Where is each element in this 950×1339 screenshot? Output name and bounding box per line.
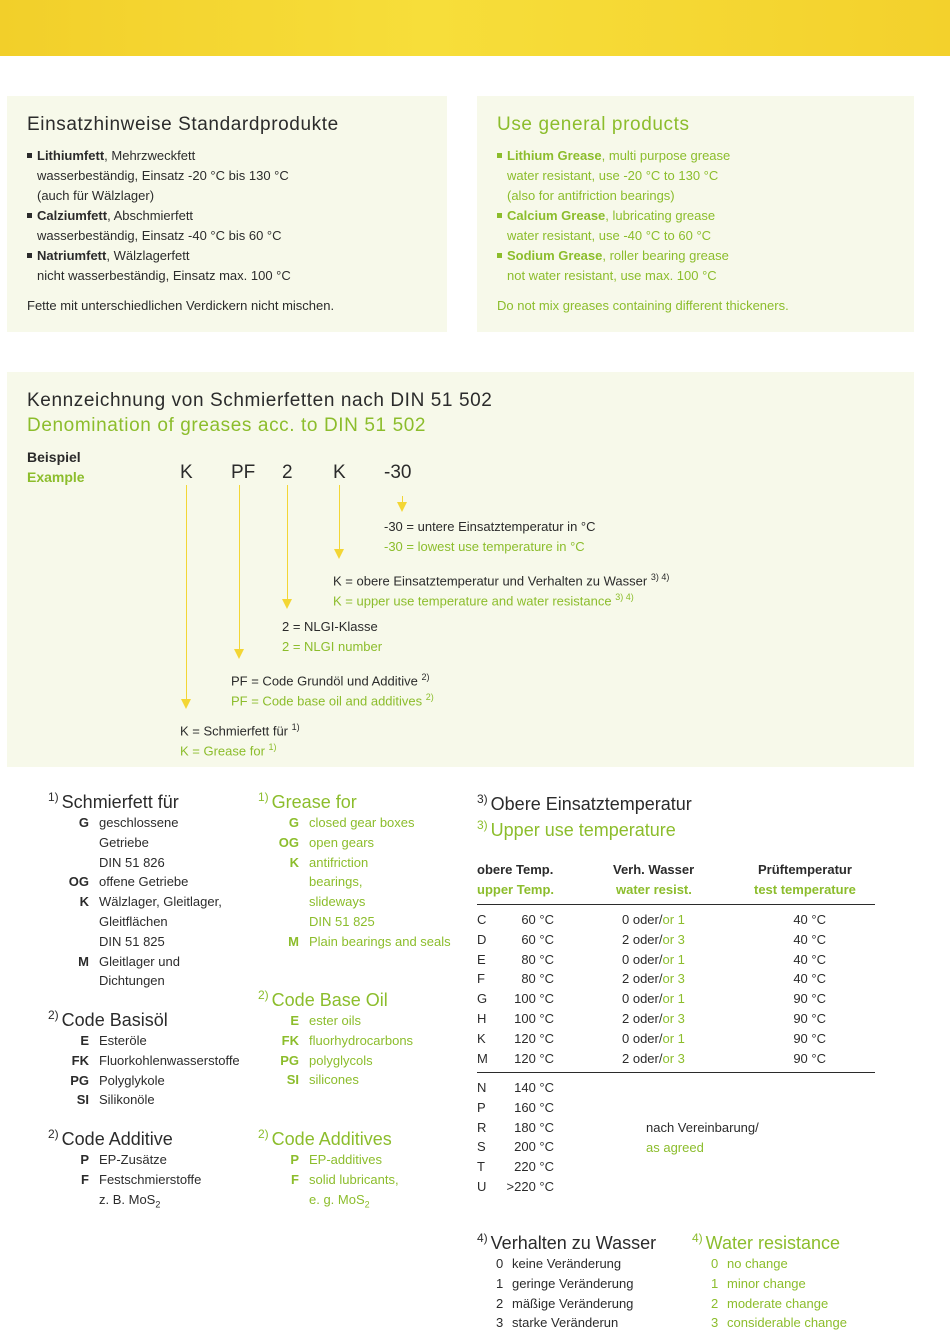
legend-text-main: Gleitlager und [99,953,180,969]
legend-text [99,952,180,972]
temp-row-letter: S [477,1139,486,1155]
upper-title-de: $^{3)}$ Obere Einsatztemperatur [477,792,692,814]
arrow-k-grease-head [181,699,191,709]
water-text: minor change [727,1275,806,1291]
legend-row [259,1070,479,1090]
legend-code: P [80,1152,89,1167]
temp-row-letter: H [477,1011,487,1026]
legend-text [99,872,188,892]
water-num: 3 [496,1315,504,1331]
legend-text-main: Fluorkohlenwasserstoffe [99,1052,240,1068]
legend-text-main: Gleitflächen [99,914,168,929]
legend-text-main: geschlossene [99,815,179,830]
legend-row [49,932,269,952]
water-text: mäßige Veränderung [512,1295,634,1311]
top-color-bar [0,0,950,56]
legend-text [99,853,165,873]
water-text: starke Veränderun [512,1315,619,1331]
legend-row [259,813,479,833]
code-pf: PF [231,462,256,483]
legend-row [49,971,269,991]
usage-item-en-3: Sodium Grease, roller bearing grease [497,246,729,266]
arrow-k-temp-head [334,549,344,559]
legend-text-sub: 2 [364,1199,370,1210]
legend-row [49,833,269,853]
expl-pf-en: PF = Code base oil and additives $^{2)}$ [231,692,434,709]
legend-text [99,833,149,853]
temp-row-temp: 80 °C [521,951,554,967]
legend-code: OG [278,834,299,850]
temp-row-letter: N [477,1080,487,1095]
expl-pf-de: PF = Code Grundöl und Additive $^{2)}$ [231,672,430,689]
usage-item-de-1-line2: wasserbeständig, Einsatz -20 °C bis 130 °C [37,168,289,183]
temp-row-letter: T [477,1159,485,1175]
temp-row-water-en: or 3 [662,971,685,987]
temp-row-test: 40 °C [793,931,826,947]
legend-text [99,1190,160,1215]
arrow-minus30-head [397,502,407,512]
temp-row-letter: D [477,931,487,947]
th-temp-de: obere Temp. [477,862,554,877]
legend-row [49,952,269,972]
legend-text [309,1190,370,1215]
water-text: considerable change [727,1315,847,1331]
code-k-temp: K [333,462,346,483]
temp-row-water-en: or 3 [662,931,685,947]
legend-grease-en-title: $^{1)}$ Grease for [258,790,357,812]
arrow-k-grease [186,485,187,699]
legend-text [309,833,374,853]
water-num: 2 [496,1295,504,1311]
legend-add-en-title: $^{2)}$ Code Additives [258,1127,392,1149]
legend-row [49,1031,269,1051]
legend-row [259,1031,479,1051]
th-water-en: water resist. [616,882,692,897]
legend-text [309,1051,373,1071]
temp-row-temp: 140 °C [514,1080,554,1095]
legend-code: FK [281,1032,299,1048]
temp-row-water [622,950,685,970]
denom-title-de: Kennzeichnung von Schmierfetten nach DIN 51 502 [27,390,493,411]
legend-row [259,932,479,952]
temp-row-water-de: 0 oder/ [622,991,663,1007]
legend-text-main: Festschmierstoffe [99,1171,202,1187]
legend-text-main: EP-Zusätze [99,1152,167,1167]
legend-text [309,892,365,912]
legend-text-sub: 2 [155,1199,161,1210]
legend-text-main: Plain bearings and seals [309,933,451,949]
usage-item-de-3-line2: nicht wasserbeständig, Einsatz max. 100 °C [37,268,291,283]
legend-text-main: Dichtungen [99,973,165,989]
legend-text [99,1090,155,1110]
temp-row-water-en: or 1 [662,912,685,927]
temp-row-temp: 120 °C [514,1030,554,1046]
legend-row [259,853,479,873]
water-text: geringe Veränderung [512,1275,634,1291]
legend-text-main: DIN 51 826 [99,854,165,870]
temp-row-water [622,930,685,950]
expl-2-en: 2 = NLGI number [282,639,383,654]
temp-row-water [622,1049,685,1069]
temp-row-water-en: or 3 [662,1011,685,1026]
temp-row-temp: 220 °C [514,1159,554,1175]
code-minus30: -30 [384,462,412,483]
legend-text-main: open gears [309,834,375,850]
expl-k-grease-en: K = Grease for $^{1)}$ [180,742,277,759]
upper-title-en: $^{3)}$ Upper use temperature [477,818,676,840]
usage-title-en: Use general products [497,114,690,135]
expl-k-temp-en: K = upper use temperature and water resistance $^{3) 4)}$ [333,592,634,609]
example-label-en: Example [27,469,85,485]
temp-row-water-de: 2 oder/ [622,1011,663,1026]
temp-row-letter: K [477,1030,486,1046]
temp-row-water-en: or 1 [662,1030,685,1046]
temp-row-test: 90 °C [793,991,826,1007]
temp-row-temp: 180 °C [514,1119,554,1135]
temp-row-water-de: 2 oder/ [622,931,663,947]
example-label-de: Beispiel [27,449,81,465]
legend-oil-de-title: $^{2)}$ Code Basisöl [48,1008,168,1030]
temp-row-letter: E [477,951,486,967]
th-temp-en: upper Temp. [477,882,555,897]
legend-text-main: Wälzlager, Gleitlager, [99,894,222,910]
arrow-k-temp [339,485,340,549]
temp-row-test: 40 °C [793,951,826,967]
temp-row-water [622,1029,685,1049]
temp-row-letter: G [477,991,488,1007]
code-k-grease: K [180,462,193,483]
temp-row-letter: U [477,1179,487,1194]
temp-row-letter: M [477,1050,488,1066]
legend-text [309,1170,399,1190]
temp-row-test: 90 °C [793,1050,826,1066]
legend-text [99,1150,167,1170]
code-2: 2 [282,462,293,483]
legend-text-main: slideways [309,894,366,910]
usage-item-en-2-line2: water resistant, use -40 °C to 60 °C [507,228,712,243]
legend-code: G [288,815,299,830]
usage-item-de-2-line2: wasserbeständig, Einsatz -40 °C bis 60 °C [37,228,282,243]
th-test-en: test temperature [754,882,856,897]
legend-row [49,1190,269,1210]
legend-row [259,892,479,912]
legend-row [49,1071,269,1091]
legend-text-main: e. g. MoS [309,1191,365,1207]
legend-code: OG [68,874,89,890]
water-num: 0 [711,1256,719,1271]
table-divider-mid [477,1072,875,1073]
expl-minus30-de: -30 = untere Einsatztemperatur in °C [384,519,596,534]
legend-row [49,853,269,873]
water-num: 2 [711,1295,719,1311]
temp-row-water-de: 0 oder/ [622,1030,663,1046]
temp-row-water-de: 2 oder/ [622,1050,663,1066]
legend-row [49,813,269,833]
legend-row [49,1150,269,1170]
temp-row-temp: 160 °C [514,1099,554,1115]
legend-text-main: z. B. MoS [99,1191,156,1207]
legend-text [99,912,168,932]
legend-text-main: silicones [309,1072,359,1088]
legend-text [309,813,415,833]
water-text: keine Veränderung [512,1256,622,1271]
water-num: 3 [711,1315,719,1331]
temp-row-water-en: or 1 [662,951,685,967]
legend-text-main: offene Getriebe [99,874,189,890]
legend-row [259,833,479,853]
arrow-2 [287,485,288,599]
usage-item-de-1-line3: (auch für Wälzlager) [37,188,155,203]
usage-item-en-1-line3: (also for antifriction bearings) [507,188,675,203]
legend-code: G [78,815,89,830]
legend-grease-de-title: $^{1)}$ Schmierfett für [48,790,179,812]
legend-code: M [78,953,89,969]
legend-row [49,1090,269,1110]
expl-k-grease-de: K = Schmierfett für $^{1)}$ [180,722,300,739]
legend-row [259,1190,479,1210]
legend-text [309,912,375,932]
agreed-en: as agreed [646,1140,704,1155]
legend-text-main: bearings, [309,874,363,890]
legend-row [259,912,479,932]
usage-panel-de [7,96,447,332]
legend-text [99,1170,201,1190]
legend-add-de-title: $^{2)}$ Code Additive [48,1127,173,1149]
temp-row-water [622,910,685,930]
legend-text [99,1051,240,1071]
temp-row-letter: R [477,1119,487,1135]
legend-row [259,1011,479,1031]
legend-text [99,1071,165,1091]
temp-row-temp: 120 °C [514,1050,554,1066]
temp-row-temp: 100 °C [514,991,554,1007]
legend-code: PG [70,1072,89,1088]
legend-text-main: fluorhydrocarbons [309,1032,414,1048]
usage-note-de: Fette mit unterschiedlichen Verdickern nicht mischen. [27,298,335,313]
legend-row [259,872,479,892]
legend-text-main: DIN 51 825 [309,914,375,929]
temp-row-temp: 200 °C [514,1139,554,1155]
water-num: 0 [496,1256,504,1271]
legend-row [49,872,269,892]
legend-text-main: Silikonöle [99,1092,155,1108]
legend-code: E [80,1033,89,1048]
legend-text-main: closed gear boxes [309,815,415,830]
temp-row-water-en: or 1 [662,991,685,1007]
legend-text [99,813,179,833]
legend-text [309,1070,359,1090]
temp-row-water-de: 2 oder/ [622,971,663,987]
temp-row-water [622,1009,685,1029]
legend-text-main: polyglycols [309,1052,373,1068]
usage-item-de-3: Natriumfett, Wälzlagerfett [27,246,189,266]
temp-row-water [622,989,685,1009]
legend-text-main: antifriction [309,854,369,870]
legend-text [309,1150,382,1170]
temp-row-water-de: 0 oder/ [622,912,663,927]
legend-text-main: Polyglykole [99,1072,165,1088]
legend-text-main: solid lubricants, [309,1171,399,1187]
legend-code: P [290,1152,299,1167]
temp-row-water [622,969,685,989]
legend-text [309,872,362,892]
denomination-panel [7,372,914,767]
legend-code: FK [71,1052,89,1068]
legend-oil-en-title: $^{2)}$ Code Base Oil [258,988,388,1010]
expl-minus30-en: -30 = lowest use temperature in °C [384,539,585,554]
usage-panel-en [477,96,914,332]
legend-row [259,1051,479,1071]
water-num: 1 [711,1275,719,1291]
arrow-pf [239,485,240,649]
legend-code: K [289,854,299,870]
legend-text-main: ester oils [309,1013,362,1028]
usage-item-en-3-line2: not water resistant, use max. 100 °C [507,268,717,283]
legend-row [49,1051,269,1071]
usage-item-de-1: Lithiumfett, Mehrzweckfett [27,146,195,166]
temp-row-temp: 100 °C [514,1011,554,1026]
legend-text [99,932,165,952]
legend-code: E [290,1013,299,1028]
legend-text [309,1031,413,1051]
arrow-pf-head [234,649,244,659]
legend-text [309,1011,361,1031]
expl-2-de: 2 = NLGI-Klasse [282,619,378,634]
temp-row-temp: 80 °C [521,971,554,987]
agreed-de: nach Vereinbarung/ [646,1120,759,1135]
water-title-en: $^{4)}$ Water resistance [692,1231,841,1253]
temp-row-letter: P [477,1099,486,1115]
legend-text [309,853,368,873]
expl-k-temp-de: K = obere Einsatztemperatur und Verhalten zu Wasser $^{3) 4)}$ [333,572,670,589]
table-divider-top [477,904,875,905]
denom-title-en: Denomination of greases acc. to DIN 51 502 [27,415,427,436]
water-text: no change [727,1256,788,1271]
temp-row-temp: 60 °C [521,912,554,927]
legend-text [99,971,165,991]
legend-text-main: DIN 51 825 [99,933,165,949]
water-num: 1 [496,1275,504,1291]
legend-text [309,932,451,952]
legend-row [259,1150,479,1170]
legend-code: PG [280,1052,299,1068]
legend-text [99,892,222,912]
legend-text-main: Getriebe [99,834,149,850]
usage-item-en-2: Calcium Grease, lubricating grease [497,206,715,226]
temp-row-test: 40 °C [793,912,826,927]
usage-title-de: Einsatzhinweise Standardprodukte [27,114,339,135]
legend-code: K [79,894,89,910]
legend-code: SI [286,1072,299,1088]
temp-row-water-en: or 3 [662,1050,685,1066]
legend-row [49,892,269,912]
temp-row-test: 90 °C [793,1030,826,1046]
water-title-de: $^{4)}$ Verhalten zu Wasser [477,1231,657,1253]
water-text: moderate change [727,1295,829,1311]
th-test-de: Prüftemperatur [758,862,852,877]
legend-row [49,912,269,932]
temp-row-temp: 60 °C [521,931,554,947]
th-water-de: Verh. Wasser [613,862,695,877]
legend-code: F [81,1171,89,1187]
legend-text-main: EP-additives [309,1152,382,1167]
usage-item-en-1-line2: water resistant, use -20 °C to 130 °C [507,168,719,183]
temp-row-water-de: 0 oder/ [622,951,663,967]
legend-row [259,1170,479,1190]
temp-row-temp: >220 °C [506,1179,554,1194]
usage-note-en: Do not mix greases containing different thickeners. [497,298,789,313]
legend-row [49,1170,269,1190]
usage-item-en-1: Lithium Grease, multi purpose grease [497,146,730,166]
legend-text-main: Esteröle [99,1033,147,1048]
temp-row-test: 40 °C [793,971,826,987]
usage-item-de-2: Calziumfett, Abschmierfett [27,206,193,226]
legend-code: M [288,933,299,949]
legend-text [99,1031,147,1051]
temp-row-test: 90 °C [793,1011,826,1026]
legend-code: SI [76,1092,89,1108]
temp-row-letter: F [477,971,485,987]
arrow-2-head [282,599,292,609]
legend-code: F [291,1171,299,1187]
temp-row-letter: C [477,912,487,927]
